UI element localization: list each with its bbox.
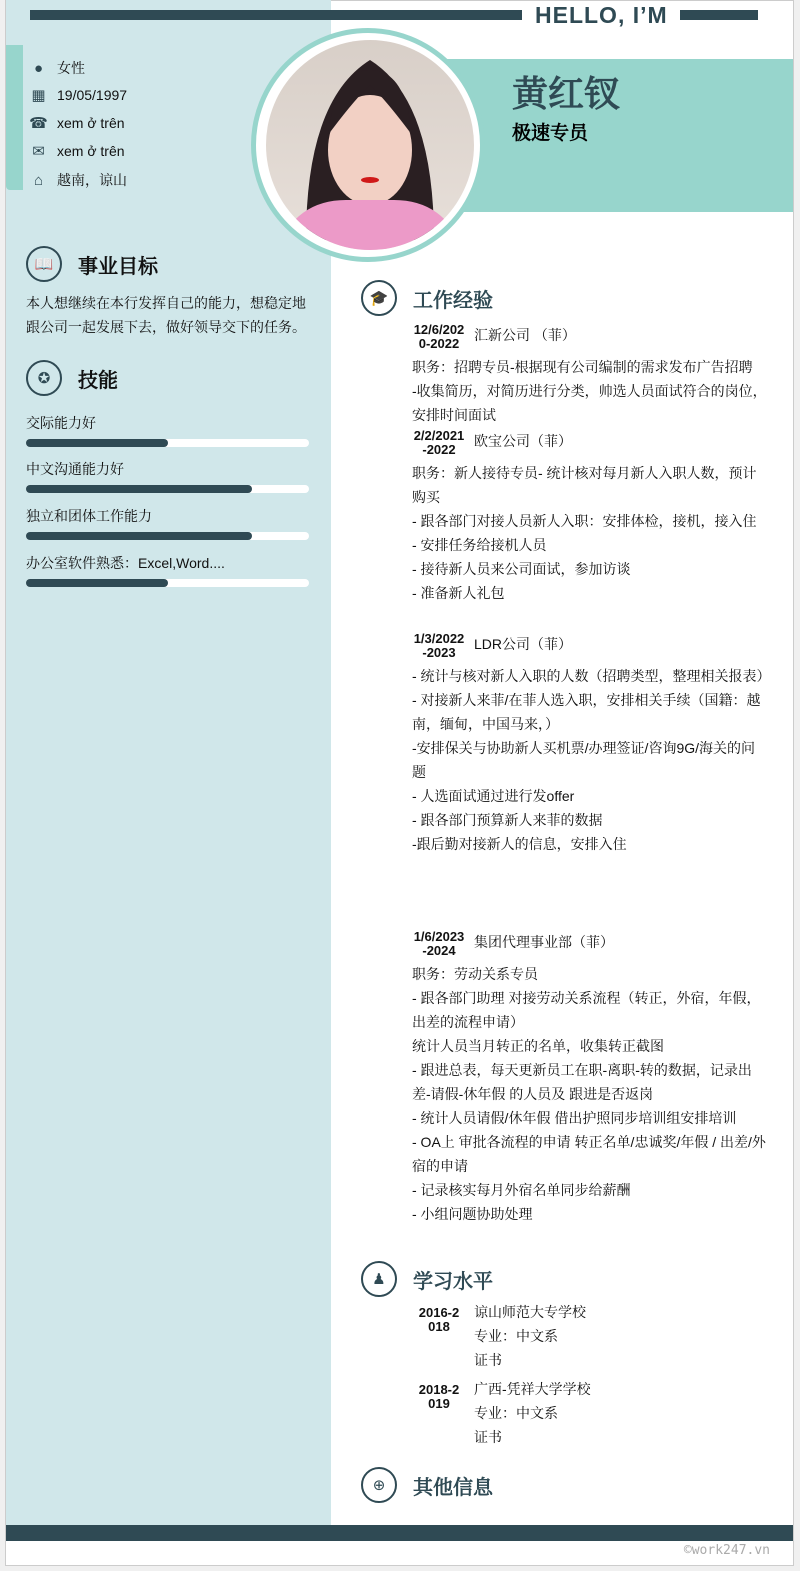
header-bar [680, 10, 758, 20]
info-text: 女性 [57, 60, 85, 76]
skill-bar-fill [26, 579, 168, 587]
skill-label: 办公室软件熟悉：Excel,Word.... [26, 555, 225, 571]
job-description-line: - 跟各部门预算新人来菲的数据 [412, 812, 603, 828]
job-company: 欧宝公司（菲） [474, 433, 572, 449]
calendar-icon: ▦ [31, 86, 46, 104]
job-entry [412, 321, 767, 427]
job-description-line: 职务：招聘专员-根据现有公司编制的需求发布广告招聘 [412, 359, 753, 375]
student-icon: ♟ [361, 1261, 397, 1297]
job-description-line: 职务：劳动关系专员 [412, 966, 538, 982]
job-description-line: - 跟进总表，每天更新员工在职-离职-转的数据，记录出差-请假-休年假 的人员及 跟进是否返岗 [412, 1062, 752, 1102]
skill-bar [26, 532, 309, 540]
job-date: 1/6/2023-2024 [413, 929, 465, 958]
footer-bar [6, 1525, 793, 1541]
job-description-line: - 对接新人来菲/在菲人选入职，安排相关手续（国籍：越南，缅甸，中国马来，） [412, 692, 761, 732]
watermark: ©work247.vn [683, 1543, 770, 1558]
info-birthday [30, 86, 127, 103]
job-description-line: - 统计人员请假/休年假 借出护照同步培训组安排培训 [412, 1110, 737, 1126]
job-description-line: -安排保关与协助新人买机票/办理签证/咨询9G/海关的问题 [412, 740, 756, 780]
left-column [6, 0, 331, 1525]
job-description-line: 统计人员当月转正的名单，收集转正截图 [412, 1038, 664, 1054]
profile-photo [266, 40, 474, 250]
hello-text: HELLO, I’M [535, 2, 668, 28]
skill-bar [26, 485, 309, 493]
skill-bar [26, 579, 309, 587]
info-email [30, 142, 125, 159]
section-title: 技能 [78, 369, 118, 392]
education-certificate: 证书 [474, 1352, 502, 1368]
objective-header [26, 246, 158, 282]
section-title: 工作经验 [413, 289, 493, 312]
home-icon: ⌂ [33, 171, 44, 189]
graduation-cap-icon: 🎓 [361, 280, 397, 316]
skill-bar-fill [26, 532, 252, 540]
info-text: xem ở trên [57, 114, 125, 131]
job-description-line: - 接待新人员来公司面试，参加访谈 [412, 561, 631, 577]
info-address [30, 170, 127, 190]
job-description-line: - 人选面试通过进行发offer [412, 788, 575, 804]
education-major: 专业：中文系 [474, 1405, 558, 1421]
info-phone [30, 114, 125, 131]
education-major: 专业：中文系 [474, 1328, 558, 1344]
job-description-line: - 跟各部门助理 对接劳动关系流程（转正，外宿，年假，出差的流程申请） [412, 990, 761, 1030]
skill-bar-fill [26, 439, 168, 447]
info-text: xem ở trên [57, 142, 125, 159]
header-bar [30, 10, 522, 20]
skill-bar [26, 439, 309, 447]
work-header [361, 280, 493, 316]
job-date: 12/6/2020-2022 [413, 322, 465, 351]
objective-text: 本人想继续在本行发挥自己的能力，想稳定地跟公司一起发展下去，做好领导交下的任务。 [26, 295, 306, 335]
candidate-name: 黄红钗 [512, 73, 621, 114]
job-description-line: 职务：新人接待专员- 统计核对每月新人入职人数，预计购买 [412, 465, 757, 505]
skills-header [26, 360, 118, 396]
user-icon: ● [33, 59, 44, 77]
info-text: 越南，谅山 [57, 172, 127, 188]
job-description-line: - 安排任务给接机人员 [412, 537, 547, 553]
phone-icon: ☎ [29, 114, 48, 132]
education-entry [412, 1381, 591, 1449]
section-title: 事业目标 [78, 255, 158, 278]
job-entry [412, 928, 767, 1226]
job-description-line: -跟后勤对接新人的信息，安排入住 [412, 836, 627, 852]
skill-label: 交际能力好 [26, 415, 96, 431]
job-company: 汇新公司 （菲） [474, 327, 576, 343]
info-gender [30, 58, 85, 78]
job-company: 集团代理事业部（菲） [474, 934, 614, 950]
school-name: 谅山师范大专学校 [474, 1304, 586, 1320]
job-description-line: -收集简历，对简历进行分类，帅选人员面试符合的岗位，安排时间面试 [412, 383, 767, 423]
skill-label: 中文沟通能力好 [26, 461, 124, 477]
section-title: 其他信息 [413, 1476, 493, 1499]
plus-circle-icon: ⊕ [361, 1467, 397, 1503]
job-entry [412, 630, 771, 856]
job-description-line: - 准备新人礼包 [412, 585, 505, 601]
job-date: 1/3/2022-2023 [413, 631, 465, 660]
job-date: 2/2/2021-2022 [413, 428, 465, 457]
candidate-role: 极速专员 [512, 123, 589, 144]
job-company: LDR公司（菲） [474, 636, 573, 652]
job-description-line: - 统计与核对新人入职的人数（招聘类型，整理相关报表） [412, 668, 771, 684]
skill-label: 独立和团体工作能力 [26, 508, 152, 524]
job-description-line: - OA上 审批各流程的申请 转正名单/忠诚奖/年假 / 出差/外宿的申请 [412, 1134, 766, 1174]
job-description-line: - 跟各部门对接人员新人入职：安排体检，接机，接入住 [412, 513, 757, 529]
book-icon: 📖 [26, 246, 62, 282]
other-info-header [361, 1467, 493, 1503]
award-icon: ✪ [26, 360, 62, 396]
accent-strip [6, 45, 23, 190]
education-entry [412, 1304, 586, 1372]
education-date: 2018-2019 [418, 1382, 460, 1411]
info-text: 19/05/1997 [57, 86, 128, 103]
skill-bar-fill [26, 485, 252, 493]
job-entry [412, 427, 767, 605]
envelope-icon: ✉ [32, 142, 45, 160]
school-name: 广西-凭祥大学学校 [474, 1381, 591, 1397]
section-title: 学习水平 [413, 1270, 493, 1293]
education-date: 2016-2018 [418, 1305, 460, 1334]
education-header [361, 1261, 493, 1297]
job-description-line: - 记录核实每月外宿名单同步给薪酬 [412, 1182, 631, 1198]
job-description-line: - 小组问题协助处理 [412, 1206, 533, 1222]
education-certificate: 证书 [474, 1429, 502, 1445]
